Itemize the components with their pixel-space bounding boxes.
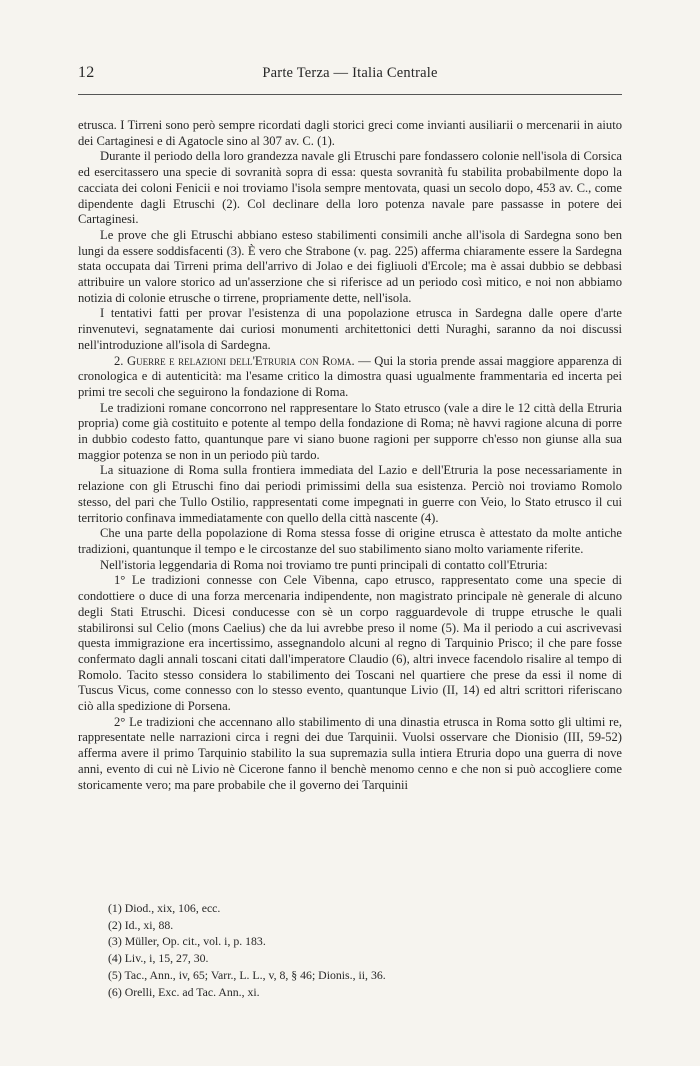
footnote-4: (4) Liv., i, 15, 27, 30. <box>108 951 209 966</box>
paragraph-8: Che una parte della popolazione di Roma stessa fosse di origine etrusca è attestato da molte antiche tradizioni, quantunque il tempo e le circostanze del suo stabilimento siano molto variamente riferite. <box>78 526 622 556</box>
running-title: Parte Terza — Italia Centrale <box>262 65 438 81</box>
header-rule <box>78 94 622 95</box>
footnote-3: (3) Müller, Op. cit., vol. i, p. 183. <box>108 934 266 949</box>
footnote-1: (1) Diod., xix, 106, ecc. <box>108 901 221 915</box>
paragraph-7: La situazione di Roma sulla frontiera immediata del Lazio e dell'Etruria la pose necessariamente in relazione con gli Etruschi fino dai periodi primissimi della sua esistenza. Perciò noi troviamo Romolo stesso, del pari che Tullo Ostilio, rappresentati come impegnati in guerre con Veio, lo Stato etrusco il cui territorio confinava immediatamente con quello della città nascente (4). <box>78 463 622 525</box>
paragraph-11: 2° Le tradizioni che accennano allo stabilimento di una dinastia etrusca in Roma sotto gli ultimi re, rappresentate nelle narrazioni circa i regni dei due Tarquinii. Vuolsi osservare che Dionisio (III, 59-52) afferma avere il primo Tarquinio stabilito la sua supremazia sulla intiera Etruria dopo una guerra di nove anni, evento di cui nè Livio nè Cicerone fanno il benchè menomo cenno e che non si può accogliere come storicamente vero; ma pare probabile che il governo dei Tarquinii <box>78 714 622 792</box>
footnotes <box>108 900 622 1000</box>
paragraph-2: Durante il periodo della loro grandezza navale gli Etruschi pare fondassero colonie nell'isola di Corsica ed esercitassero una specie di sovranità sopra di essa: questa sovranità fu stabilita probabilmente dopo la cacciata dei coloni Fenicii e noi troviamo l'isola sempre mentovata, quasi un secolo dopo, 453 av. C., come dipendente dagli Etruschi (2). Col declinare della loro potenza navale pare passasse in potere dei Cartaginesi. <box>78 149 622 227</box>
paragraph-1: etrusca. I Tirreni sono però sempre ricordati dagli storici greci come invianti ausiliarii o mercenarii in aiuto dei Cartaginesi e di Agatocle sino al 307 av. C. (1). <box>78 118 622 148</box>
running-header <box>78 64 622 86</box>
section-heading-paragraph <box>78 354 622 401</box>
paragraph-10: 1° Le tradizioni connesse con Cele Vibenna, capo etrusco, rappresentato come una specie di condottiere o duce di una forza mercenaria indipendente, non magistrato principale nè generale di alcuno degli Stati Etruschi. Dicesi conducesse con sè un corpo ragguardevole di truppe etrusche le quali stabilironsi sul Celio (mons Caelius) che da lui avrebbe preso il nome (5). Ma il periodo a cui ascrivevasi questa immigrazione era incertissimo, assegnandolo alcuni al regno di Tarquinio Prisco; il che pare fosse confermato dagli annali toscani citati dall'imperatore Claudio (6), altri invece facendolo risalire al tempo di Romolo. Tacito stesso considera lo stabilimento dei Toscani nel quartiere che prese da essi il nome di Tuscus Vicus, come connesso con lo stesso evento, quantunque Livio (II, 14) ed altri scrittori riferiscano ciò alla spedizione di Porsena. <box>78 573 622 714</box>
section-text: — Qui la storia prende assai maggiore apparenza di cronologica e di autenticità: ma l'esame critico la dimostra quasi ugualmente frammentaria ed incerta pei primi tre secoli che seguirono la fondazione di Roma. <box>78 353 622 399</box>
paragraph-4: I tentativi fatti per provar l'esistenza di una popolazione etrusca in Sardegna dalle opere d'arte rinvenutevi, segnatamente dai curiosi monumenti architettonici detti Nuraghi, saranno da noi discussi nell'introduzione all'isola di Sardegna. <box>78 306 622 352</box>
paragraph-6: Le tradizioni romane concorrono nel rappresentare lo Stato etrusco (vale a dire le 12 città della Etruria propria) come già costituito e potente al tempo della fondazione di Roma; nè havvi ragione alcuna di porre in dubbio codesto fatto, quantunque pare vi siano buone ragioni per supporre ch'esso non giunse alla sua maggior potenza se non in un periodo più tardo. <box>78 400 622 462</box>
body-text <box>78 118 622 793</box>
section-heading: Guerre e relazioni dell'Etruria con Roma. <box>126 353 355 368</box>
page-number: 12 <box>78 64 95 81</box>
paragraph-3: Le prove che gli Etruschi abbiano esteso stabilimenti consimili anche all'isola di Sardegna sono ben lungi da essere soddisfacenti (3). È vero che Strabone (v. pag. 225) afferma chiaramente essere la Sardegna stata occupata dai Tirreni prima dell'arrivo di Jolao e dei figliuoli d'Ercole; ma è assai dubbio se debbasi attribuire un valore storico ad un'asserzione che si riferisce ad un periodo così mitico, e noi non abbiamo notizia di colonie etrusche o tirrene, propriamente dette, nell'isola. <box>78 227 622 305</box>
paragraph-9: Nell'istoria leggendaria di Roma noi troviamo tre punti principali di contatto coll'Etruria: <box>100 557 548 572</box>
footnote-5: (5) Tac., Ann., iv, 65; Varr., L. L., v, 8, § 46; Dionis., ii, 36. <box>108 967 386 982</box>
footnote-2: (2) Id., xi, 88. <box>108 917 174 932</box>
footnote-6: (6) Orelli, Exc. ad Tac. Ann., xi. <box>108 984 260 999</box>
section-number: 2. <box>114 353 124 368</box>
